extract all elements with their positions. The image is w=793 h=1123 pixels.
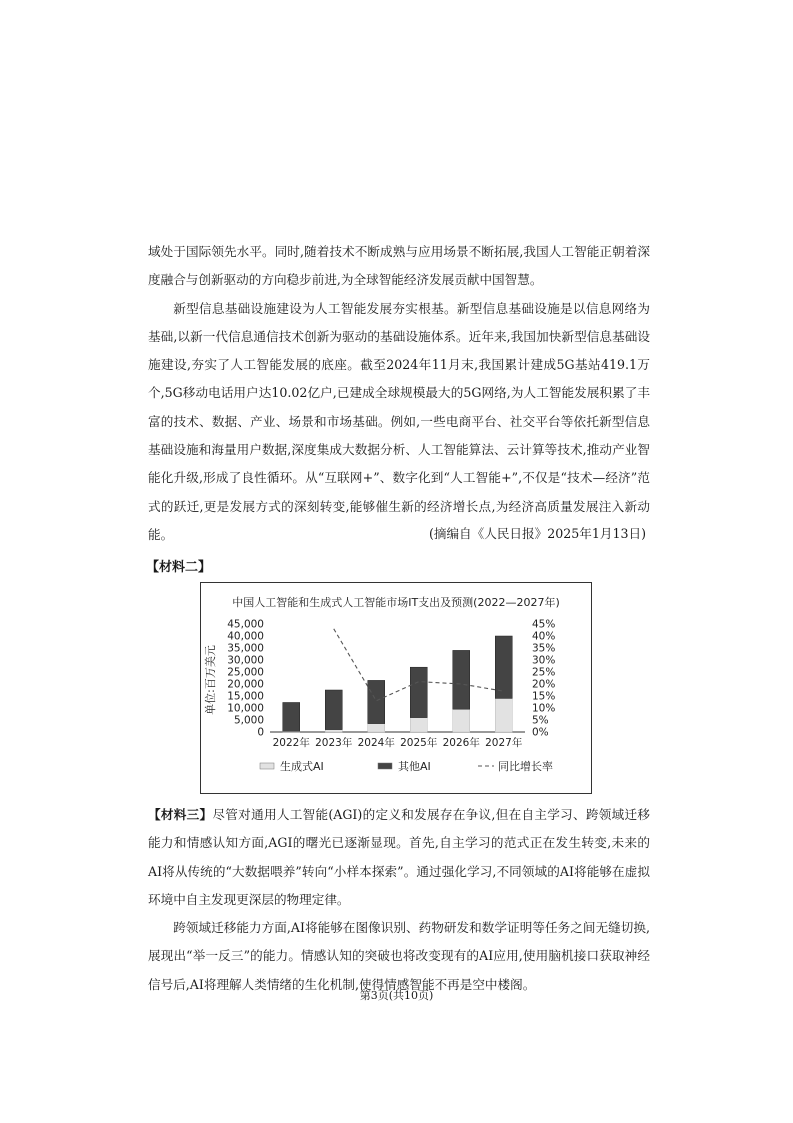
x-tick-label: 2026年 (442, 737, 480, 749)
bar-other-ai (368, 680, 385, 723)
bar-other-ai (283, 702, 300, 731)
y-axis-label: 单位:百万美元 (204, 645, 217, 715)
material3-heading: 【材料三】 (148, 807, 213, 822)
material3-paragraph-1: 尽管对通用人工智能(AGI)的定义和发展存在争议,但在自主学习、跨领域迁移能力和情感认知方面,AGI的曙光已逐渐显现。首先,自主学习的范式正在发生转变,未来的AI将从传统的“大数据喂养”转向“小样本探索”。通过强化学习,不同领域的AI将能够在虚拟环境中自主发现更深层的物理定律。 (148, 807, 651, 907)
x-tick-label: 2025年 (400, 737, 438, 749)
y-right-tick-label: 40% (532, 630, 556, 643)
material3-text (148, 801, 650, 999)
bar-generative-ai (325, 730, 342, 732)
bar-generative-ai (410, 718, 427, 732)
y-left-tick-label: 40,000 (227, 630, 264, 643)
y-right-tick-label: 15% (532, 690, 556, 703)
source-citation: (摘编自《人民日报》2025年1月13日) (428, 526, 646, 541)
y-left-tick-label: 15,000 (227, 690, 264, 703)
material1-text (148, 238, 650, 549)
y-left-tick-label: 25,000 (227, 666, 264, 679)
legend-generative-ai-swatch (260, 763, 274, 769)
y-left-tick-label: 5,000 (233, 714, 264, 727)
y-right-tick-label: 5% (532, 714, 549, 727)
x-tick-label: 2024年 (357, 737, 395, 749)
bar-other-ai (325, 690, 342, 730)
bar-other-ai (453, 650, 470, 709)
y-right-tick-label: 25% (532, 666, 556, 679)
x-tick-label: 2023年 (315, 737, 353, 749)
y-right-tick-label: 35% (532, 642, 556, 655)
page-number: 第3页(共10页) (359, 989, 434, 1002)
y-left-tick-label: 45,000 (227, 618, 264, 631)
bar-other-ai (495, 636, 512, 698)
bar-generative-ai (453, 709, 470, 732)
material3-paragraph-2: 跨领域迁移能力方面,AI将能够在图像识别、药物研发和数学证明等任务之间无缝切换,展现出“举一反三”的能力。情感认知的突破也将改变现有的AI应用,使用脑机接口获取神经信号后,AI将理解人类情绪的生化机制,使得情感智能不再是空中楼阁。 (148, 920, 650, 992)
y-right-tick-label: 30% (532, 654, 556, 667)
material1-paragraph-1: 域处于国际领先水平。同时,随着技术不断成熟与应用场景不断拓展,我国人工智能正朝着深度融合与创新驱动的方向稳步前进,为全球智能经济发展贡献中国智慧。 (148, 244, 650, 288)
material1-paragraph-2: 新型信息基础设施建设为人工智能发展夯实根基。新型信息基础设施是以信息网络为基础,以新一代信息通信技术创新为驱动的基础设施体系。近年来,我国加快新型信息基础设施建设,夯实了人工智能发展的底座。截至2024年11月末,我国累计建成5G基站419.1万个,5G移动电话用户达10.02亿户,已建成全球规模最大的5G网络,为人工智能发展积累了丰富的技术、数据、产业、场景和市场基础。例如,一些电商平台、社交平台等依托新型信息基础设施和海量用户数据,深度集成大数据分析、人工智能算法、云计算等技术,推动产业智能化升级,形成了良性循环。从“互联网+”、数字化到“人工智能+”,不仅是“技术—经济”范式的跃迁,更是发展方式的深刻转变,能够催生新的经济增长点,为经济高质量发展注入新动能。 (148, 300, 650, 542)
y-right-tick-label: 10% (532, 702, 556, 715)
chart-figure (200, 582, 592, 794)
material2-heading: 【材料二】 (146, 560, 212, 575)
bar-other-ai (410, 667, 427, 717)
y-right-tick-label: 45% (532, 618, 556, 631)
bar-generative-ai (495, 698, 512, 732)
y-left-tick-label: 0 (257, 726, 264, 739)
x-tick-label: 2027年 (485, 737, 523, 749)
y-left-tick-label: 30,000 (227, 654, 264, 667)
y-right-tick-label: 0% (532, 726, 549, 739)
y-left-tick-label: 20,000 (227, 678, 264, 691)
legend-generative-ai: 生成式AI (280, 760, 324, 773)
y-left-tick-label: 35,000 (227, 642, 264, 655)
x-tick-label: 2022年 (272, 737, 310, 749)
legend-growth-rate: 同比增长率 (498, 760, 553, 773)
chart-title: 中国人工智能和生成式人工智能市场IT支出及预测(2022—2027年) (232, 596, 560, 609)
bar-generative-ai (368, 724, 385, 732)
y-left-tick-label: 10,000 (227, 702, 264, 715)
market-spending-chart (200, 582, 592, 794)
y-right-tick-label: 20% (532, 678, 556, 691)
legend-other-ai: 其他AI (398, 760, 431, 773)
legend-other-ai-swatch (378, 763, 392, 769)
